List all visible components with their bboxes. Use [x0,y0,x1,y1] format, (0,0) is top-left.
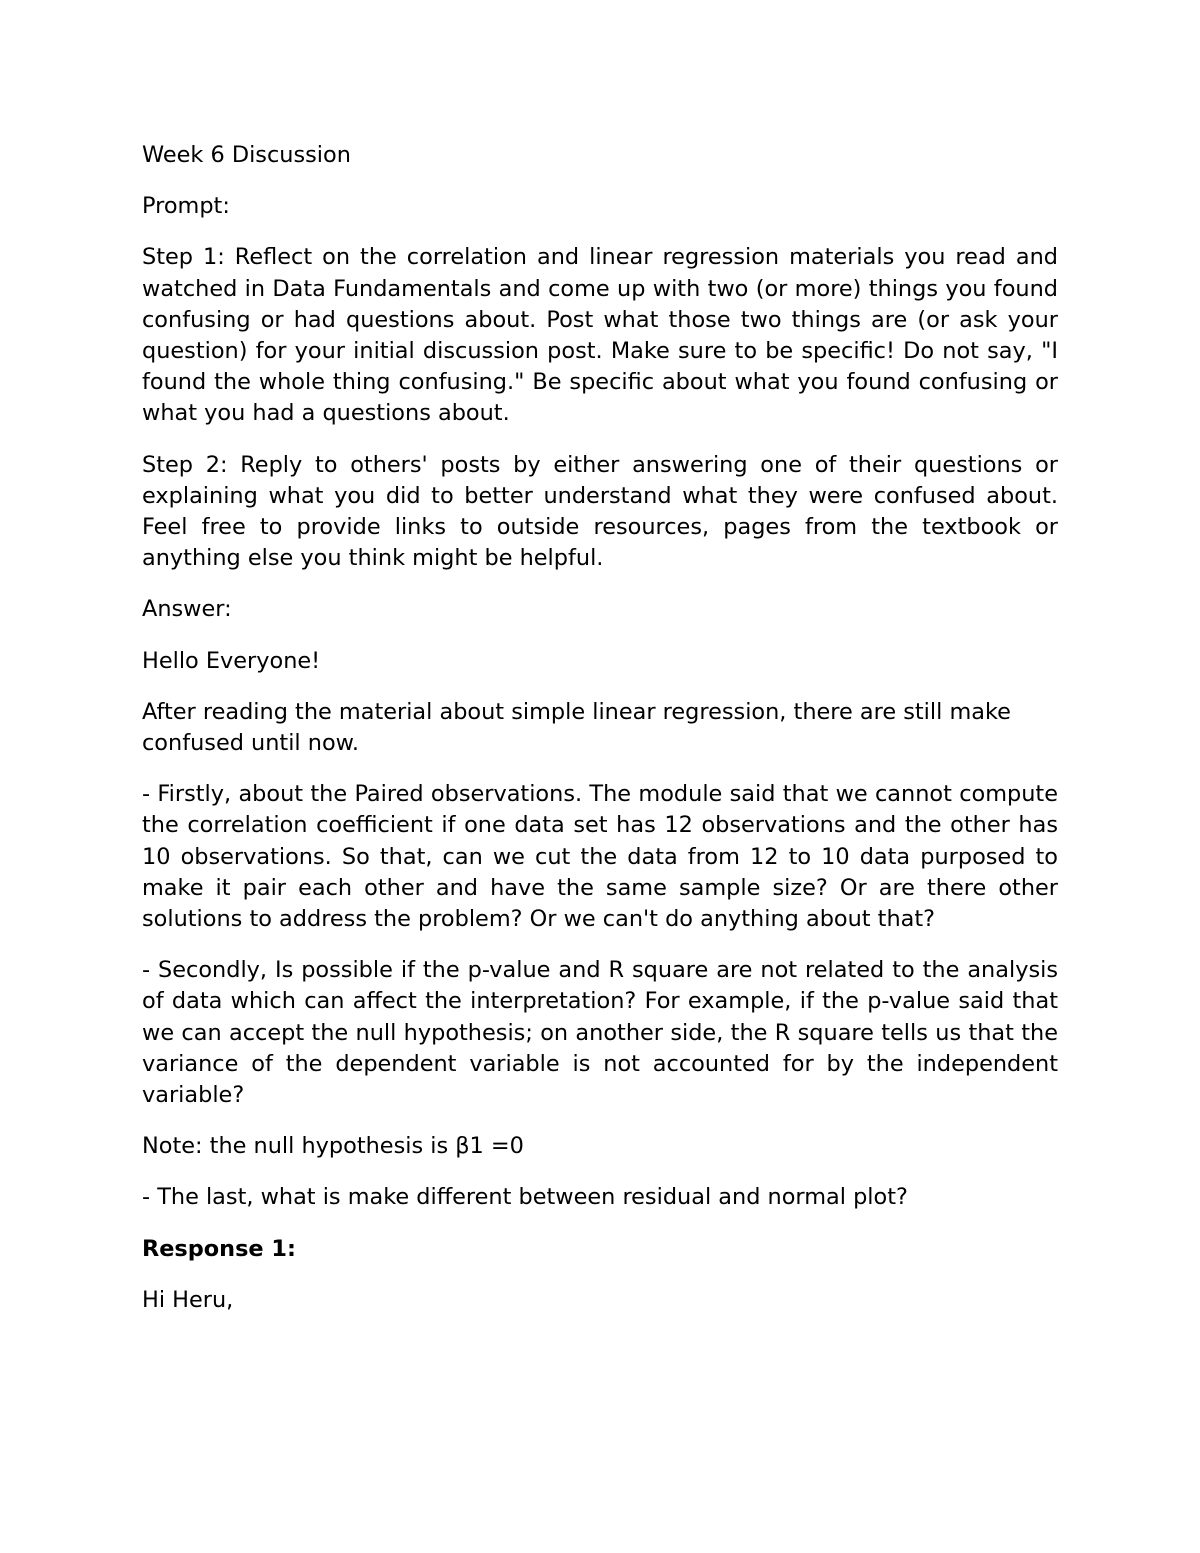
document-title: Week 6 Discussion [142,142,351,168]
answer-label: Answer: [142,596,232,623]
answer-note: Note: the null hypothesis is β1 =0 [142,1133,524,1160]
document-body [142,140,1058,1336]
prompt-label: Prompt: [142,193,230,220]
response-greeting: Hi Heru, [142,1286,234,1313]
answer-greeting: Hello Everyone! [142,647,321,674]
answer-point-2: - Secondly, Is possible if the p-value and R square are not related to the analysis of data which can affect the interpretation? For example, if the p-value said that we can accept the null hypothesis; on another side, the R square tells us that the variance of the dependent variable is not accounted for by the independent variable? [142,957,1058,1109]
answer-point-1: - Firstly, about the Paired observations. The module said that we cannot compute the correlation coefficient if one data set has 12 observations and the other has 10 observations. So that, can we cut the data from 12 to 10 data purposed to make it pair each other and have the same sample size? Or are there other solutions to address the problem? Or we can't do anything about that? [142,781,1058,933]
answer-intro: After reading the material about simple linear regression, there are still make confused until now. [142,698,1011,757]
response-label: Response 1: [142,1235,296,1262]
answer-point-3: - The last, what is make different between residual and normal plot? [142,1184,908,1211]
prompt-step-1: Step 1: Reflect on the correlation and linear regression materials you read and watched in Data Fundamentals and come up with two (or more) things you found confusing or had questions about. Post what those two things are (or ask your question) for your initial discussion post. Make sure to be specific! Do not say, "I found the whole thing confusing." Be specific about what you found confusing or what you had a questions about. [142,244,1058,427]
prompt-step-2: Step 2: Reply to others' posts by either answering one of their questions or explaining what you did to better understand what they were confused about. Feel free to provide links to outside resources, pages from the textbook or anything else you think might be helpful. [142,451,1058,572]
